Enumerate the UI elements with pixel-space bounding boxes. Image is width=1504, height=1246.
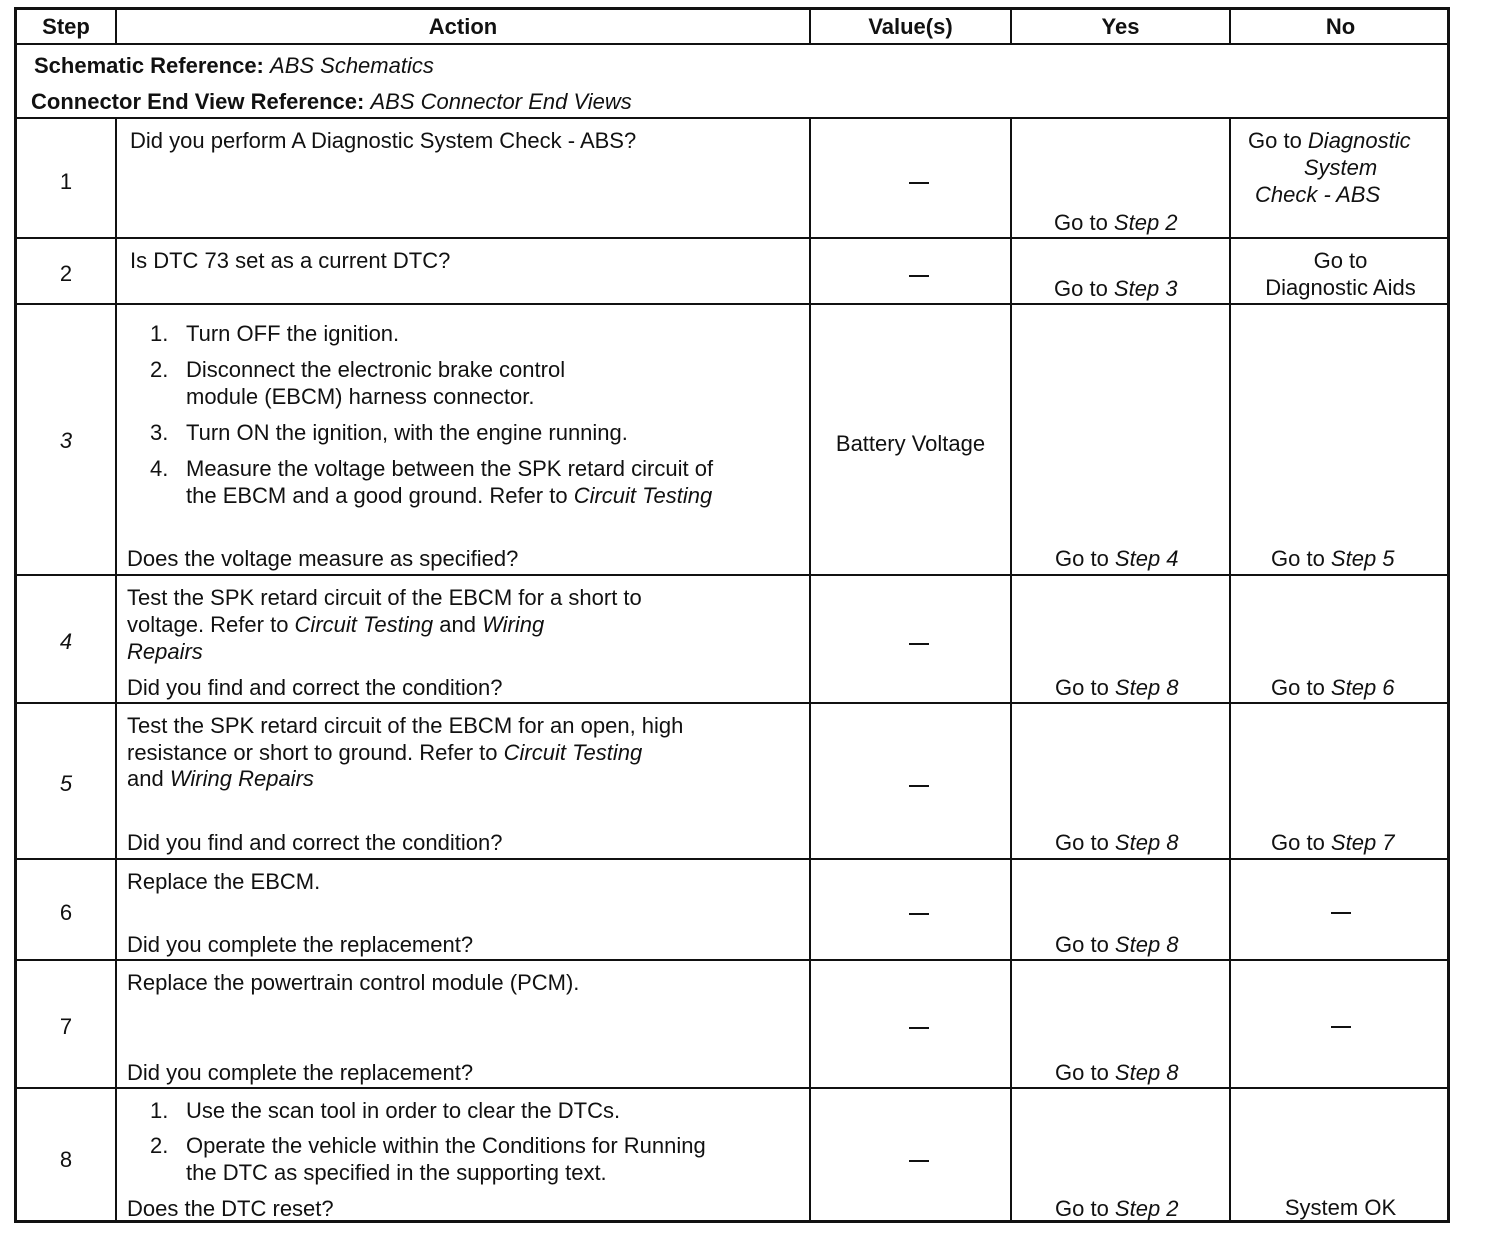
no-result: Go to Diagnostic [1248, 128, 1411, 153]
list-number: 1. [150, 321, 169, 346]
no-result: System OK [1284, 1195, 1397, 1220]
yes-result: Go to Step 2 [1055, 1196, 1179, 1221]
row-divider [17, 702, 1447, 704]
action-text: Replace the EBCM. [127, 869, 321, 894]
no-dash [1331, 912, 1351, 914]
yes-result: Go to Step 4 [1055, 546, 1179, 571]
action-text: Did you perform A Diagnostic System Check - ABS? [130, 128, 637, 153]
no-dash [1331, 1026, 1351, 1028]
yes-result: Go to Step 8 [1055, 932, 1179, 957]
no-result: Go to [1313, 248, 1368, 273]
list-number: 1. [150, 1098, 169, 1123]
action-text: Is DTC 73 set as a current DTC? [130, 248, 451, 273]
action-text: Use the scan tool in order to clear the DTCs. [186, 1098, 621, 1123]
value-dash [909, 785, 929, 787]
action-text: Replace the powertrain control module (PCM). [127, 970, 580, 995]
no-result-line2: System [1303, 155, 1378, 180]
action-text: module (EBCM) harness connector. [186, 384, 535, 409]
action-text: resistance or short to ground. Refer to Circuit Testing [127, 740, 643, 765]
row-divider [17, 1087, 1447, 1089]
yes-result: Go to Step 8 [1055, 1060, 1179, 1085]
yes-result: Go to Step 3 [1054, 276, 1178, 301]
step-number: 2 [59, 261, 73, 286]
row-divider [17, 303, 1447, 305]
value-dash [909, 1160, 929, 1162]
no-result: Go to Step 7 [1271, 830, 1395, 855]
question-text: Did you find and correct the condition? [127, 675, 503, 700]
diagnostic-table [14, 7, 1450, 1223]
yes-result: Go to Step 8 [1055, 675, 1179, 700]
no-result: Go to Step 6 [1271, 675, 1395, 700]
header-values: Value(s) [868, 14, 953, 39]
action-text: Test the SPK retard circuit of the EBCM for an open, high [127, 713, 684, 738]
action-text: the EBCM and a good ground. Refer to Circuit Testing [186, 483, 713, 508]
value-dash [909, 913, 929, 915]
step-number: 5 [59, 771, 73, 796]
action-text: the DTC as specified in the supporting text. [186, 1160, 607, 1185]
question-text: Does the DTC reset? [127, 1196, 334, 1221]
step-number: 3 [59, 428, 73, 453]
no-result-line3: Check - ABS [1255, 182, 1381, 207]
step-number: 8 [59, 1147, 73, 1172]
action-text: voltage. Refer to Circuit Testing and Wiring [127, 612, 545, 637]
action-text: Turn OFF the ignition. [186, 321, 400, 346]
no-result: Go to Step 5 [1271, 546, 1395, 571]
action-text: Disconnect the electronic brake control [186, 357, 566, 382]
column-divider [1010, 117, 1012, 1220]
value-dash [909, 643, 929, 645]
action-text: Operate the vehicle within the Conditions for Running [186, 1133, 706, 1158]
row-divider [17, 858, 1447, 860]
list-number: 3. [150, 420, 169, 445]
action-text: Measure the voltage between the SPK retard circuit of [186, 456, 714, 481]
header-yes: Yes [1101, 14, 1140, 39]
step-number: 1 [59, 169, 73, 194]
column-divider [809, 117, 811, 1220]
list-number: 2. [150, 1133, 169, 1158]
column-divider [115, 117, 117, 1220]
connector-reference: Connector End View Reference: ABS Connector End Views [31, 89, 632, 114]
no-result-line2: Diagnostic Aids [1265, 275, 1416, 300]
question-text: Did you complete the replacement? [127, 1060, 474, 1085]
value-dash [909, 182, 929, 184]
row-divider [17, 43, 1447, 45]
yes-result: Go to Step 2 [1054, 210, 1178, 235]
row-divider [17, 574, 1447, 576]
yes-result: Go to Step 8 [1055, 830, 1179, 855]
action-text: and Wiring Repairs [127, 766, 314, 791]
value-text: Battery Voltage [835, 431, 986, 456]
schematic-reference: Schematic Reference: ABS Schematics [34, 53, 434, 78]
question-text: Did you complete the replacement? [127, 932, 474, 957]
header-step: Step [42, 14, 90, 39]
step-number: 4 [59, 629, 73, 654]
header-action: Action [428, 14, 498, 39]
value-dash [909, 275, 929, 277]
list-number: 2. [150, 357, 169, 382]
step-number: 7 [59, 1014, 73, 1039]
question-text: Did you find and correct the condition? [127, 830, 503, 855]
row-divider [17, 237, 1447, 239]
row-divider [17, 959, 1447, 961]
action-text: Test the SPK retard circuit of the EBCM for a short to [127, 585, 642, 610]
header-no: No [1325, 14, 1356, 39]
step-number: 6 [59, 900, 73, 925]
row-divider [17, 117, 1447, 119]
value-dash [909, 1027, 929, 1029]
list-number: 4. [150, 456, 169, 481]
question-text: Does the voltage measure as specified? [127, 546, 519, 571]
action-text: Turn ON the ignition, with the engine running. [186, 420, 628, 445]
action-text: Repairs [127, 639, 203, 664]
